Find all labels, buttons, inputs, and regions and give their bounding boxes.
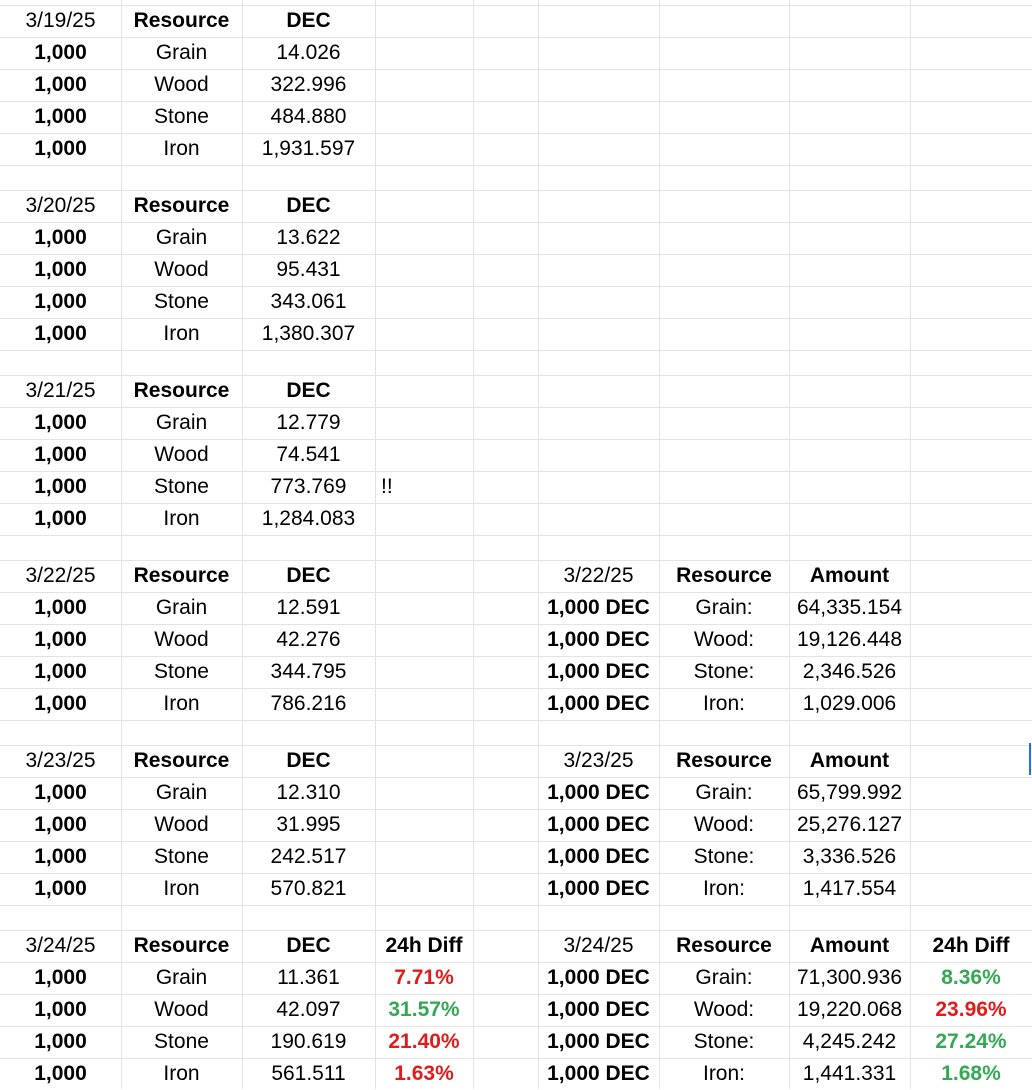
header-resource-cell[interactable]: Resource (133, 379, 230, 402)
amount-cell[interactable]: 19,126.448 (796, 628, 903, 651)
resource-cell[interactable]: Stone: (693, 1030, 755, 1053)
diff-cell[interactable]: 7.71% (394, 966, 454, 989)
quantity-cell[interactable]: 1,000 (34, 41, 87, 64)
dec-value-cell[interactable]: 344.795 (270, 660, 347, 683)
quantity-cell[interactable]: 1,000 DEC (547, 660, 650, 683)
resource-cell[interactable]: Iron: (702, 692, 746, 715)
resource-cell[interactable]: Iron: (702, 877, 746, 900)
quantity-cell[interactable]: 1,000 (34, 845, 87, 868)
amount-cell[interactable]: 2,346.526 (802, 660, 897, 683)
header-amount-cell[interactable]: Amount (809, 749, 890, 772)
diff-cell[interactable]: 21.40% (388, 1030, 460, 1053)
quantity-cell[interactable]: 1,000 (34, 137, 87, 160)
date-cell[interactable]: 3/19/25 (25, 9, 96, 32)
amount-cell[interactable]: 1,417.554 (802, 877, 897, 900)
quantity-cell[interactable]: 1,000 DEC (547, 1062, 650, 1085)
quantity-cell[interactable]: 1,000 DEC (547, 781, 650, 804)
dec-value-cell[interactable]: 12.591 (276, 596, 341, 619)
amount-cell[interactable]: 25,276.127 (796, 813, 903, 836)
resource-cell[interactable]: Iron (163, 877, 200, 900)
resource-cell[interactable]: Wood (154, 443, 209, 466)
quantity-cell[interactable]: 1,000 DEC (547, 877, 650, 900)
header-dec-cell[interactable]: DEC (286, 749, 331, 772)
date-cell[interactable]: 3/23/25 (563, 749, 634, 772)
resource-cell[interactable]: Iron (163, 137, 200, 160)
resource-cell[interactable]: Grain (155, 596, 208, 619)
quantity-cell[interactable]: 1,000 DEC (547, 596, 650, 619)
amount-cell[interactable]: 71,300.936 (796, 966, 903, 989)
dec-value-cell[interactable]: 570.821 (270, 877, 347, 900)
resource-cell[interactable]: Wood (154, 628, 209, 651)
amount-cell[interactable]: 3,336.526 (802, 845, 897, 868)
resource-cell[interactable]: Iron: (702, 1062, 746, 1085)
dec-value-cell[interactable]: 31.995 (276, 813, 341, 836)
resource-cell[interactable]: Wood (154, 813, 209, 836)
header-dec-cell[interactable]: DEC (286, 194, 331, 217)
resource-cell[interactable]: Wood: (693, 998, 755, 1021)
dec-value-cell[interactable]: 773.769 (270, 475, 347, 498)
resource-cell[interactable]: Stone (154, 845, 209, 868)
header-resource-cell[interactable]: Resource (133, 749, 230, 772)
dec-value-cell[interactable]: 11.361 (277, 966, 340, 989)
resource-cell[interactable]: Wood (154, 998, 209, 1021)
resource-cell[interactable]: Grain: (695, 596, 753, 619)
resource-cell[interactable]: Stone (154, 1030, 209, 1053)
header-dec-cell[interactable]: DEC (286, 934, 331, 957)
resource-cell[interactable]: Wood: (693, 813, 755, 836)
grid-row-line (0, 720, 1032, 721)
note-cell[interactable]: !! (381, 475, 393, 498)
grid-column-line (375, 0, 376, 1089)
grid-row-line (0, 535, 1032, 536)
header-amount-cell[interactable]: Amount (809, 934, 890, 957)
resource-cell[interactable]: Iron (163, 322, 200, 345)
dec-value-cell[interactable]: 242.517 (270, 845, 347, 868)
quantity-cell[interactable]: 1,000 (34, 966, 87, 989)
grid-column-line (910, 0, 911, 1089)
header-amount-cell[interactable]: Amount (809, 564, 890, 587)
amount-cell[interactable]: 19,220.068 (796, 998, 903, 1021)
quantity-cell[interactable]: 1,000 (34, 507, 87, 530)
resource-cell[interactable]: Grain (155, 41, 208, 64)
amount-cell[interactable]: 1,029.006 (802, 692, 897, 715)
resource-cell[interactable]: Stone (154, 660, 209, 683)
header-resource-cell[interactable]: Resource (133, 194, 230, 217)
dec-value-cell[interactable]: 1,931.597 (261, 137, 356, 160)
header-dec-cell[interactable]: DEC (286, 564, 331, 587)
resource-cell[interactable]: Iron (163, 507, 200, 530)
dec-value-cell[interactable]: 1,380.307 (261, 322, 356, 345)
dec-value-cell[interactable]: 42.276 (276, 628, 341, 651)
quantity-cell[interactable]: 1,000 DEC (547, 966, 650, 989)
quantity-cell[interactable]: 1,000 (34, 877, 87, 900)
quantity-cell[interactable]: 1,000 DEC (547, 1030, 650, 1053)
grid-row-line (0, 905, 1032, 906)
quantity-cell[interactable]: 1,000 (34, 998, 87, 1021)
header-diff-cell[interactable]: 24h Diff (932, 934, 1010, 957)
resource-cell[interactable]: Stone (154, 290, 209, 313)
dec-value-cell[interactable]: 190.619 (270, 1030, 347, 1053)
resource-cell[interactable]: Grain (155, 411, 208, 434)
diff-cell[interactable]: 1.63% (394, 1062, 454, 1085)
header-resource-cell[interactable]: Resource (133, 9, 230, 32)
quantity-cell[interactable]: 1,000 (34, 628, 87, 651)
date-cell[interactable]: 3/22/25 (25, 564, 96, 587)
dec-value-cell[interactable]: 1,284.083 (261, 507, 356, 530)
header-resource-cell[interactable]: Resource (676, 564, 772, 587)
quantity-cell[interactable]: 1,000 (34, 258, 87, 281)
resource-cell[interactable]: Stone: (693, 845, 755, 868)
diff-cell[interactable]: 23.96% (935, 998, 1007, 1021)
amount-cell[interactable]: 64,335.154 (796, 596, 903, 619)
quantity-cell[interactable]: 1,000 DEC (547, 845, 650, 868)
header-dec-cell[interactable]: DEC (286, 9, 331, 32)
header-dec-cell[interactable]: DEC (286, 379, 331, 402)
dec-value-cell[interactable]: 42.097 (276, 998, 341, 1021)
resource-cell[interactable]: Iron (163, 1062, 200, 1085)
diff-cell[interactable]: 27.24% (935, 1030, 1007, 1053)
quantity-cell[interactable]: 1,000 (34, 73, 87, 96)
grid-row-line (0, 350, 1032, 351)
resource-cell[interactable]: Stone (154, 105, 209, 128)
dec-value-cell[interactable]: 14.026 (276, 41, 341, 64)
date-cell[interactable]: 3/24/25 (563, 934, 634, 957)
date-cell[interactable]: 3/21/25 (25, 379, 96, 402)
dec-value-cell[interactable]: 13.622 (276, 226, 341, 249)
quantity-cell[interactable]: 1,000 (34, 660, 87, 683)
header-resource-cell[interactable]: Resource (133, 934, 230, 957)
dec-value-cell[interactable]: 786.216 (270, 692, 347, 715)
date-cell[interactable]: 3/22/25 (563, 564, 634, 587)
resource-cell[interactable]: Grain (155, 226, 208, 249)
quantity-cell[interactable]: 1,000 (34, 443, 87, 466)
amount-cell[interactable]: 4,245.242 (802, 1030, 897, 1053)
quantity-cell[interactable]: 1,000 (34, 781, 87, 804)
dec-value-cell[interactable]: 12.310 (276, 781, 341, 804)
quantity-cell[interactable]: 1,000 (34, 322, 87, 345)
grid-column-line (473, 0, 474, 1089)
resource-cell[interactable]: Wood (154, 73, 209, 96)
header-resource-cell[interactable]: Resource (676, 749, 772, 772)
resource-cell[interactable]: Grain: (695, 966, 753, 989)
date-cell[interactable]: 3/23/25 (25, 749, 96, 772)
quantity-cell[interactable]: 1,000 (34, 1030, 87, 1053)
quantity-cell[interactable]: 1,000 (34, 596, 87, 619)
quantity-cell[interactable]: 1,000 (34, 290, 87, 313)
quantity-cell[interactable]: 1,000 (34, 105, 87, 128)
grid-column-line (659, 0, 660, 1089)
amount-cell[interactable]: 65,799.992 (796, 781, 903, 804)
dec-value-cell[interactable]: 322.996 (270, 73, 347, 96)
quantity-cell[interactable]: 1,000 DEC (547, 998, 650, 1021)
resource-cell[interactable]: Stone: (693, 660, 755, 683)
cell-cursor (1029, 743, 1031, 775)
dec-value-cell[interactable]: 343.061 (270, 290, 347, 313)
quantity-cell[interactable]: 1,000 DEC (547, 628, 650, 651)
grid-row-line (0, 165, 1032, 166)
header-diff-cell[interactable]: 24h Diff (385, 934, 463, 957)
quantity-cell[interactable]: 1,000 (34, 813, 87, 836)
quantity-cell[interactable]: 1,000 (34, 692, 87, 715)
resource-cell[interactable]: Iron (163, 692, 200, 715)
date-cell[interactable]: 3/20/25 (25, 194, 96, 217)
resource-cell[interactable]: Grain: (695, 781, 753, 804)
resource-cell[interactable]: Grain (155, 781, 208, 804)
resource-cell[interactable]: Wood (154, 258, 209, 281)
quantity-cell[interactable]: 1,000 (34, 475, 87, 498)
dec-value-cell[interactable]: 484.880 (270, 105, 347, 128)
dec-value-cell[interactable]: 561.511 (271, 1062, 346, 1085)
quantity-cell[interactable]: 1,000 DEC (547, 813, 650, 836)
grid-column-line (538, 0, 539, 1089)
quantity-cell[interactable]: 1,000 DEC (547, 692, 650, 715)
dec-value-cell[interactable]: 95.431 (276, 258, 341, 281)
dec-value-cell[interactable]: 74.541 (276, 443, 341, 466)
resource-cell[interactable]: Stone (154, 475, 209, 498)
amount-cell[interactable]: 1,441.331 (802, 1062, 897, 1085)
date-cell[interactable]: 3/24/25 (25, 934, 96, 957)
resource-cell[interactable]: Wood: (693, 628, 755, 651)
quantity-cell[interactable]: 1,000 (34, 226, 87, 249)
grid-column-line (789, 0, 790, 1089)
resource-cell[interactable]: Grain (155, 966, 208, 989)
dec-value-cell[interactable]: 12.779 (276, 411, 341, 434)
diff-cell[interactable]: 31.57% (388, 998, 460, 1021)
diff-cell[interactable]: 8.36% (941, 966, 1001, 989)
diff-cell[interactable]: 1.68% (941, 1062, 1001, 1085)
quantity-cell[interactable]: 1,000 (34, 1062, 87, 1085)
quantity-cell[interactable]: 1,000 (34, 411, 87, 434)
header-resource-cell[interactable]: Resource (676, 934, 772, 957)
header-resource-cell[interactable]: Resource (133, 564, 230, 587)
